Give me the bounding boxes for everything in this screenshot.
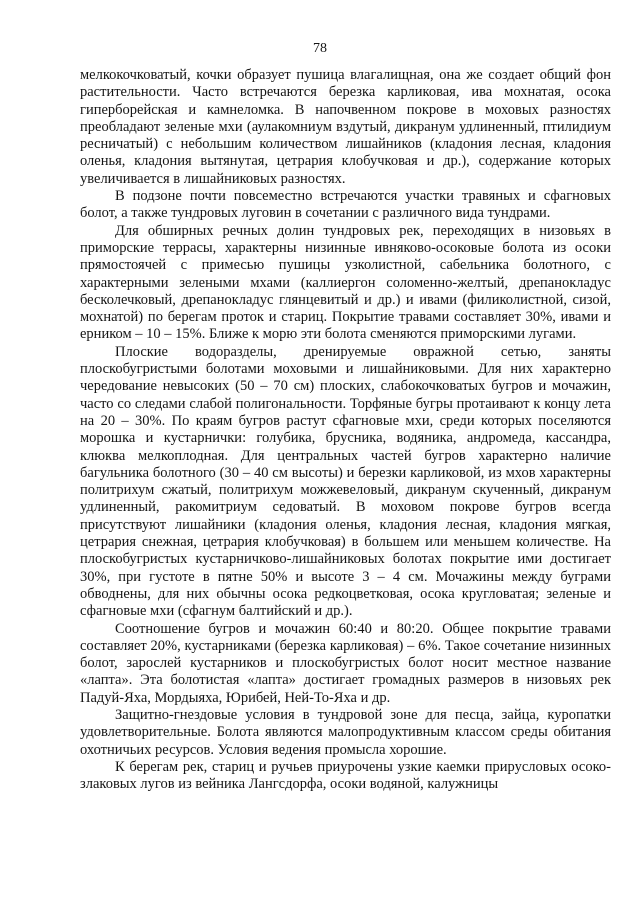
paragraph-2: В подзоне почти повсеместно встречаются участки травяных и сфагновых болот, а также тундровых луговин в сочетании с различного вида тундрами. — [80, 188, 611, 222]
text-body — [80, 67, 611, 793]
paragraph-3: Для обширных речных долин тундровых рек, переходящих в низовьях в приморские террасы, характерны низинные ивняково-осоковые болота из осоки прямостоячей с примесью пушицы узколистной, сабельника болотного, с характерными зелеными мхами (каллиергон соломенно-желтый, дрепанокладус бесколечковый, дрепанокладус глянцевитый и др.) и ивами (филиколистной, сизой, мохнатой) по берегам проток и стариц. Покрытие травами составляет 30%, ивами и ерником – 10 – 15%. Ближе к морю эти болота сменяются приморскими лугами. — [80, 222, 611, 343]
page-number: 78 — [313, 41, 327, 56]
paragraph-5: Соотношение бугров и мочажин 60:40 и 80:20. Общее покрытие травами составляет 20%, кустарниками (березка карликовая) – 6%. Такое сочетание низинных болот, зарослей кустарников и плоскобугристых болот носит местное название «лапта». Эта болотистая «лапта» достигает громадных размеров в низовьях рек Падуй-Яха, Мордыяха, Юрибей, Ней-То-Яха и др. — [80, 620, 611, 706]
paragraph-4: Плоские водоразделы, дренируемые овражной сетью, заняты плоскобугристыми болотами моховыми и лишайниковыми. Для них характерно чередование невысоких (50 – 70 см) плоских, слабокочковатых бугров и мочажин, часто со следами слабой полигональности. Торфяные бугры протаивают к концу лета на 20 – 30%. По краям бугров растут сфагновые мхи, среди которых поселяются морошка и кустарнички: голубика, брусника, водяника, андромеда, кассандра, клюква мелкоплодная. Для центральных частей бугров характерно наличие багульника болотного (30 – 40 см высоты) и березки карликовой, из мхов характерны политрихум сжатый, политрихум можжевеловый, дикранум скученный, дикранум удлиненный, ракомитриум седоватый. В моховом покрове бугров всегда присутствуют лишайники (кладония оленья, кладония лесная, кладония мягкая, цетрария снежная, цетрария клобучковая) в большем или меньшем количестве. На плоскобугристых кустарничково-лишайниковых болотах покрытие ими достигает 30%, при густоте в пятне 50% и высоте 3 – 4 см. Мочажины между буграми обводнены, для них обычны осока редкоцветковая, осока кругловатая; зеленые и сфагновые мхи (сфагнум балтийский и др.). — [80, 343, 611, 620]
paragraph-1: мелкокочковатый, кочки образует пушица влагалищная, она же создает общий фон растительности. Часто встречаются березка карликовая, ива мохнатая, осока гиперборейская и камнеломка. В напочвенном покрове в моховых разностях преобладают зеленые мхи (аулакомниум вздутый, дикранум удлиненный, птилидиум ресничатый) с небольшим количеством лишайников (кладония лесная, кладония оленья, кладония вытянутая, цетрария клобучковая и др.), содержание которых увеличивается в лишайниковых разностях. — [80, 67, 611, 187]
paragraph-6: Защитно-гнездовые условия в тундровой зоне для песца, зайца, куропатки удовлетворительные. Болота являются малопродуктивным классом среды обитания охотничьих ресурсов. Условия ведения промысла хорошие. — [80, 706, 611, 758]
paragraph-7: К берегам рек, стариц и ручьев приурочены узкие каемки прирусловых осоко-злаковых лугов из вейника Лангсдорфа, осоки водяной, калужницы — [80, 758, 611, 793]
